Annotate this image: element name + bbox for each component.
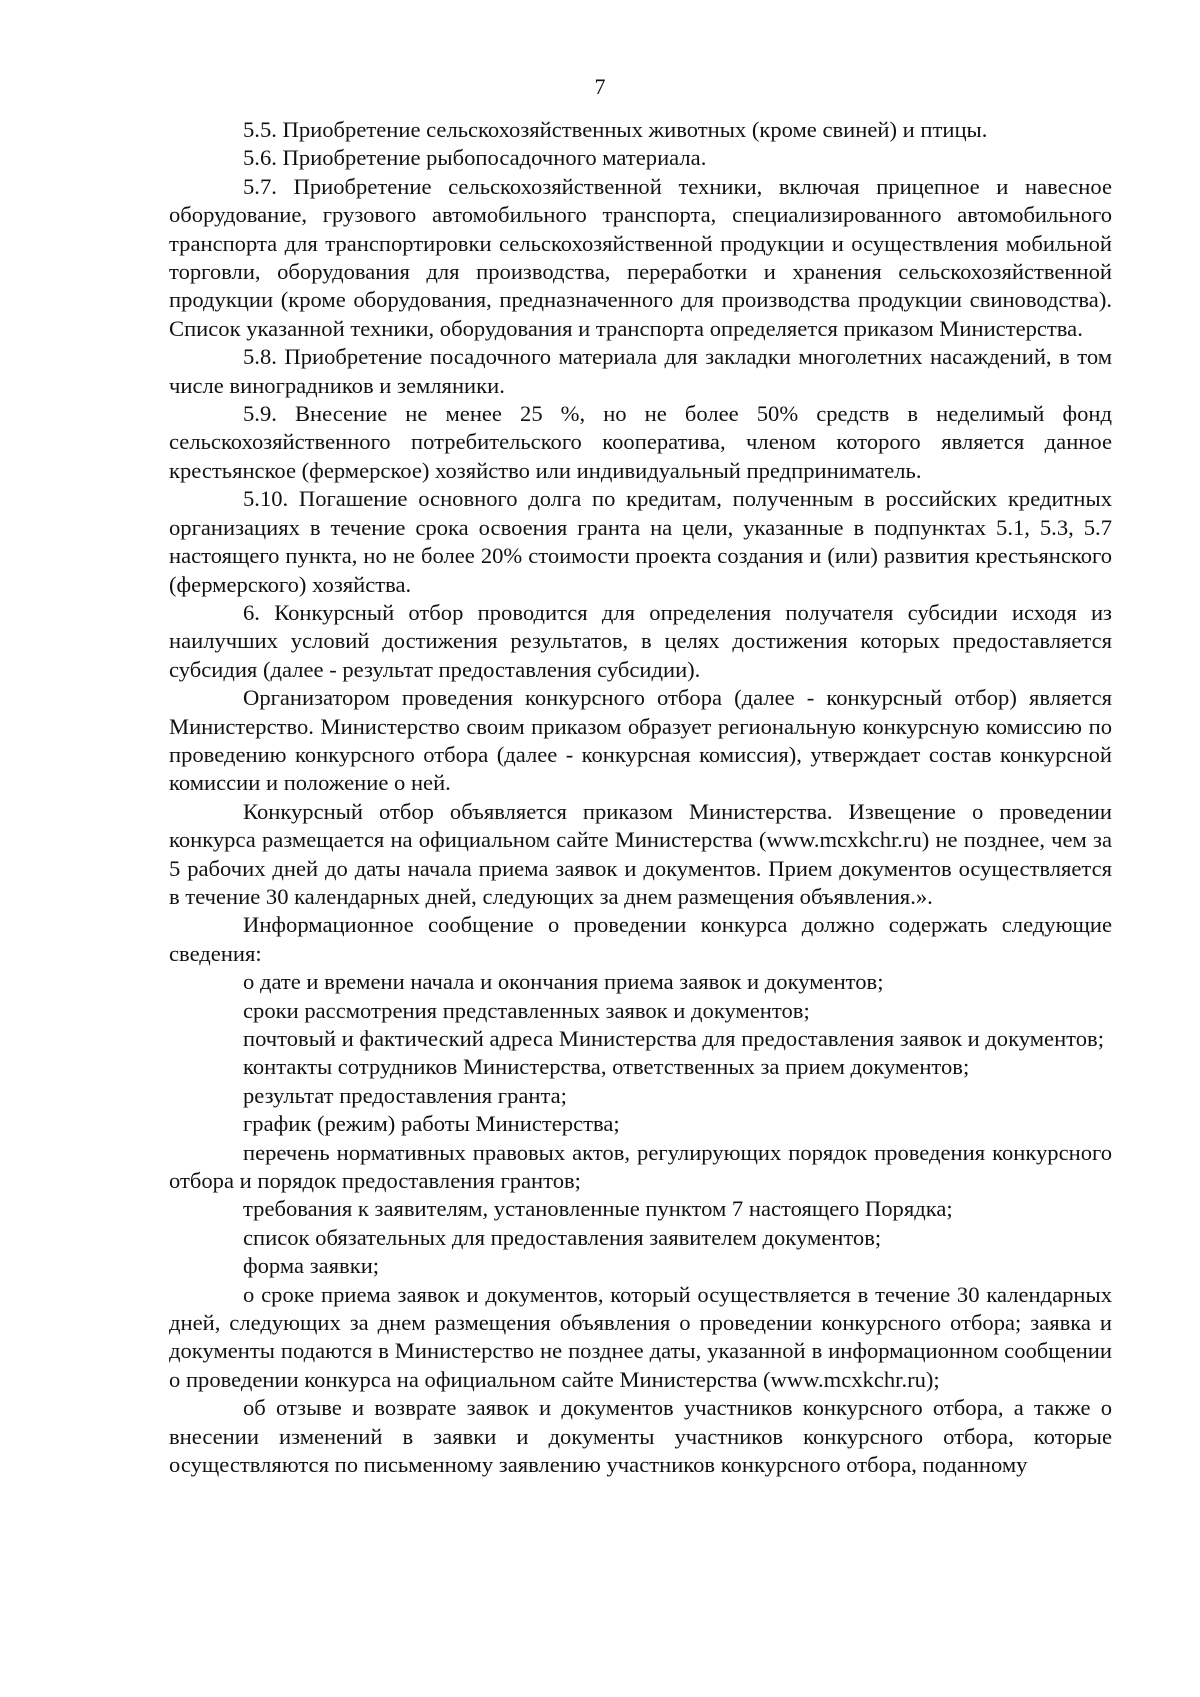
list-item: почтовый и фактический адреса Министерства для предоставления заявок и документов;: [243, 1026, 1104, 1051]
list-item: график (режим) работы Министерства;: [243, 1111, 620, 1137]
list-item: форма заявки;: [243, 1253, 380, 1279]
list-item: перечень нормативных правовых актов, регулирующих порядок проведения конкурсного отбора и порядок предоставления грантов;: [169, 1139, 1112, 1194]
paragraph: 5.7. Приобретение сельскохозяйственной техники, включая прицепное и навесное оборудование, грузового автомобильного транспорта, специализированного автомобильного транспорта для транспортировки сельскохозяйственной продукции и осуществления мобильной торговли, оборудования для производства, переработки и хранения сельскохозяйственной продукции (кроме оборудования, предназначенного для производства продукции свиноводства). Список указанной техники, оборудования и транспорта определяется приказом Министерства.: [169, 173, 1112, 341]
list-item: список обязательных для предоставления заявителем документов;: [243, 1224, 882, 1250]
paragraph: 5.6. Приобретение рыбопосадочного материала.: [243, 145, 707, 171]
paragraph: 5.9. Внесение не менее 25 %, но не более 50% средств в неделимый фонд сельскохозяйственного потребительского кооператива, членом которого является данное крестьянское (фермерское) хозяйство или индивидуальный предприниматель.: [169, 401, 1112, 483]
paragraph: Информационное сообщение о проведении конкурса должно содержать следующие сведения:: [169, 912, 1112, 966]
list-item: требования к заявителям, установленные пунктом 7 настоящего Порядка;: [243, 1196, 953, 1222]
paragraph: 6. Конкурсный отбор проводится для определения получателя субсидии исходя из наилучших условий достижения результатов, в целях достижения которых предоставляется субсидия (далее - результат предоставления субсидии).: [169, 599, 1112, 682]
page-number: 7: [594, 74, 606, 99]
paragraph: 5.10. Погашение основного долга по кредитам, полученным в российских кредитных организациях в течение срока освоения гранта на цели, указанные в подпунктах 5.1, 5.3, 5.7 настоящего пункта, но не более 20% стоимости проекта создания и (или) развития крестьянского (фермерского) хозяйства.: [169, 486, 1112, 597]
paragraph: 5.5. Приобретение сельскохозяйственных животных (кроме свиней) и птицы.: [243, 117, 988, 142]
document-body: [169, 116, 1112, 1480]
list-item: сроки рассмотрения представленных заявок и документов;: [243, 997, 810, 1023]
list-item: о сроке приема заявок и документов, который осуществляется в течение 30 календарных дней, следующих за днем размещения объявления о проведении конкурсного отбора; заявка и документы подаются в Министерство не позднее даты, указанной в информационном сообщении о проведении конкурса на официальном сайте Министерства (www.mcxkchr.ru);: [169, 1281, 1112, 1392]
paragraph: Конкурсный отбор объявляется приказом Министерства. Извещение о проведении конкурса размещается на официальном сайте Министерства (www.mcxkchr.ru) не позднее, чем за 5 рабочих дней до даты начала приема заявок и документов. Прием документов осуществляется в течение 30 календарных дней, следующих за днем размещения объявления.».: [169, 798, 1112, 909]
list-item: об отзыве и возврате заявок и документов участников конкурсного отбора, а также о внесении изменений в заявки и документы участников конкурсного отбора, которые осуществляются по письменному заявлению участников конкурсного отбора, поданному: [169, 1395, 1112, 1478]
list-item: результат предоставления гранта;: [243, 1082, 567, 1108]
list-item: о дате и времени начала и окончания приема заявок и документов;: [243, 969, 884, 995]
list-item: контакты сотрудников Министерства, ответственных за прием документов;: [243, 1054, 970, 1080]
paragraph: Организатором проведения конкурсного отбора (далее - конкурсный отбор) является Министерство. Министерство своим приказом образует региональную конкурсную комиссию по проведению конкурсного отбора (далее - конкурсная комиссия), утверждает состав конкурсной комиссии и положение о ней.: [169, 685, 1112, 796]
paragraph: 5.8. Приобретение посадочного материала для закладки многолетних насаждений, в том числе виноградников и земляники.: [169, 344, 1112, 398]
